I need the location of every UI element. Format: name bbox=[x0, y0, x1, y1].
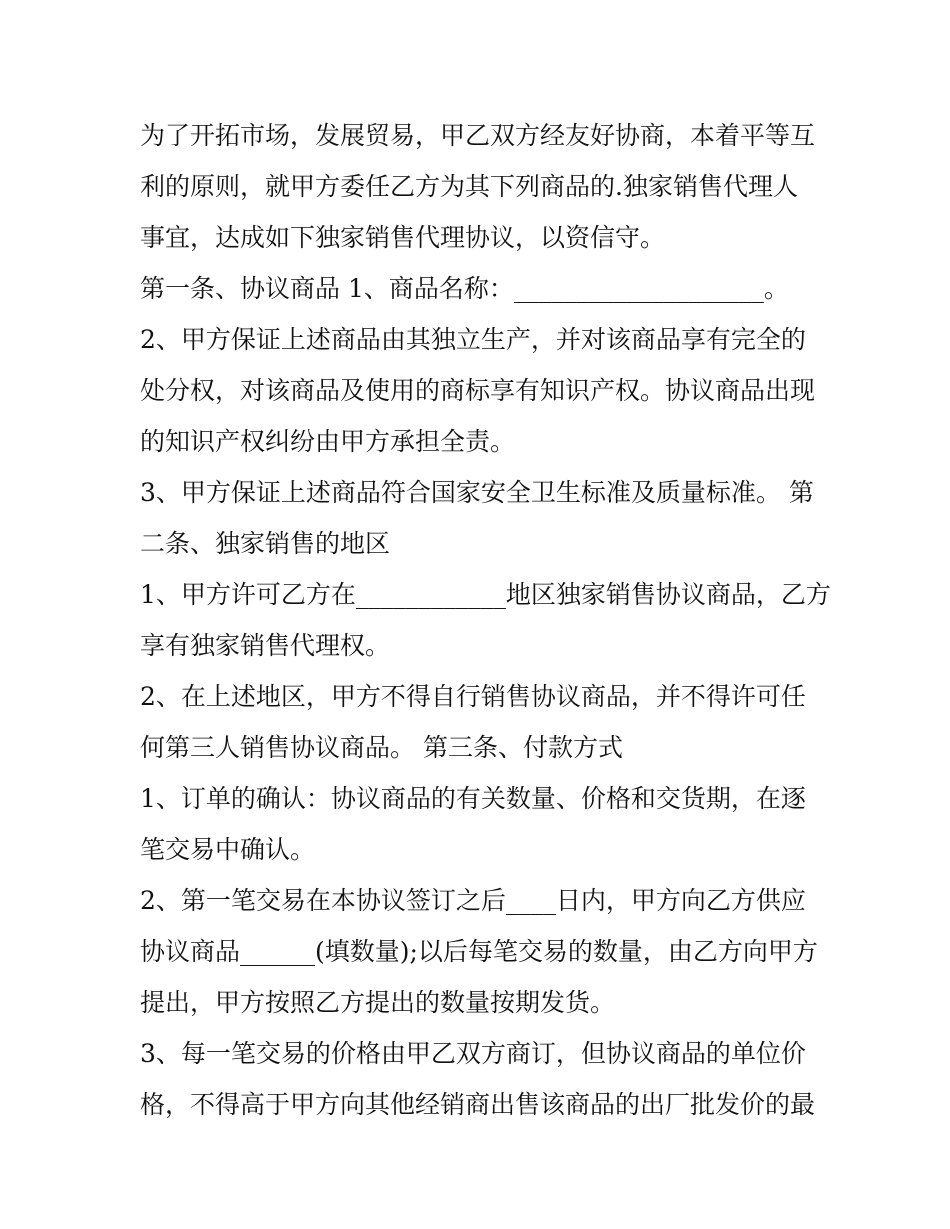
text-line: 的知识产权纠纷由甲方承担全责。 bbox=[140, 427, 516, 456]
text-line: 1、甲方许可乙方在____________地区独家销售协议商品，乙方 bbox=[140, 580, 831, 609]
text-line: 1、订单的确认：协议商品的有关数量、价格和交货期，在逐 bbox=[140, 784, 806, 813]
text-line: 第一条、协议商品 1、商品名称：____________________。 bbox=[140, 274, 789, 303]
text-line: 二条、独家销售的地区 bbox=[140, 529, 391, 558]
text-line: 为了开拓市场，发展贸易，甲乙双方经友好协商，本着平等互 bbox=[140, 121, 816, 150]
text-line: 事宜，达成如下独家销售代理协议，以资信守。 bbox=[140, 223, 666, 252]
text-line: 3、甲方保证上述商品符合国家安全卫生标准及质量标准。 第 bbox=[140, 478, 814, 507]
text-line: 2、第一笔交易在本协议签订之后____日内，甲方向乙方供应 bbox=[140, 886, 806, 915]
text-line: 提出，甲方按照乙方提出的数量按期发货。 bbox=[140, 988, 616, 1017]
text-line: 何第三人销售协议商品。 第三条、付款方式 bbox=[140, 733, 623, 762]
text-line: 格，不得高于甲方向其他经销商出售该商品的出厂批发价的最 bbox=[140, 1090, 816, 1119]
text-line: 享有独家销售代理权。 bbox=[140, 631, 391, 660]
text-line: 利的原则，就甲方委任乙方为其下列商品的.独家销售代理人 bbox=[140, 172, 798, 201]
contract-body-text bbox=[140, 110, 831, 1130]
text-line: 笔交易中确认。 bbox=[140, 835, 316, 864]
text-line: 3、每一笔交易的价格由甲乙双方商订，但协议商品的单位价 bbox=[140, 1039, 806, 1068]
text-line: 2、在上述地区，甲方不得自行销售协议商品，并不得许可任 bbox=[140, 682, 806, 711]
text-line: 2、甲方保证上述商品由其独立生产，并对该商品享有完全的 bbox=[140, 325, 806, 354]
text-line: 处分权，对该商品及使用的商标享有知识产权。协议商品出现 bbox=[140, 376, 816, 405]
text-line: 协议商品______(填数量);以后每笔交易的数量，由乙方向甲方 bbox=[140, 937, 818, 966]
